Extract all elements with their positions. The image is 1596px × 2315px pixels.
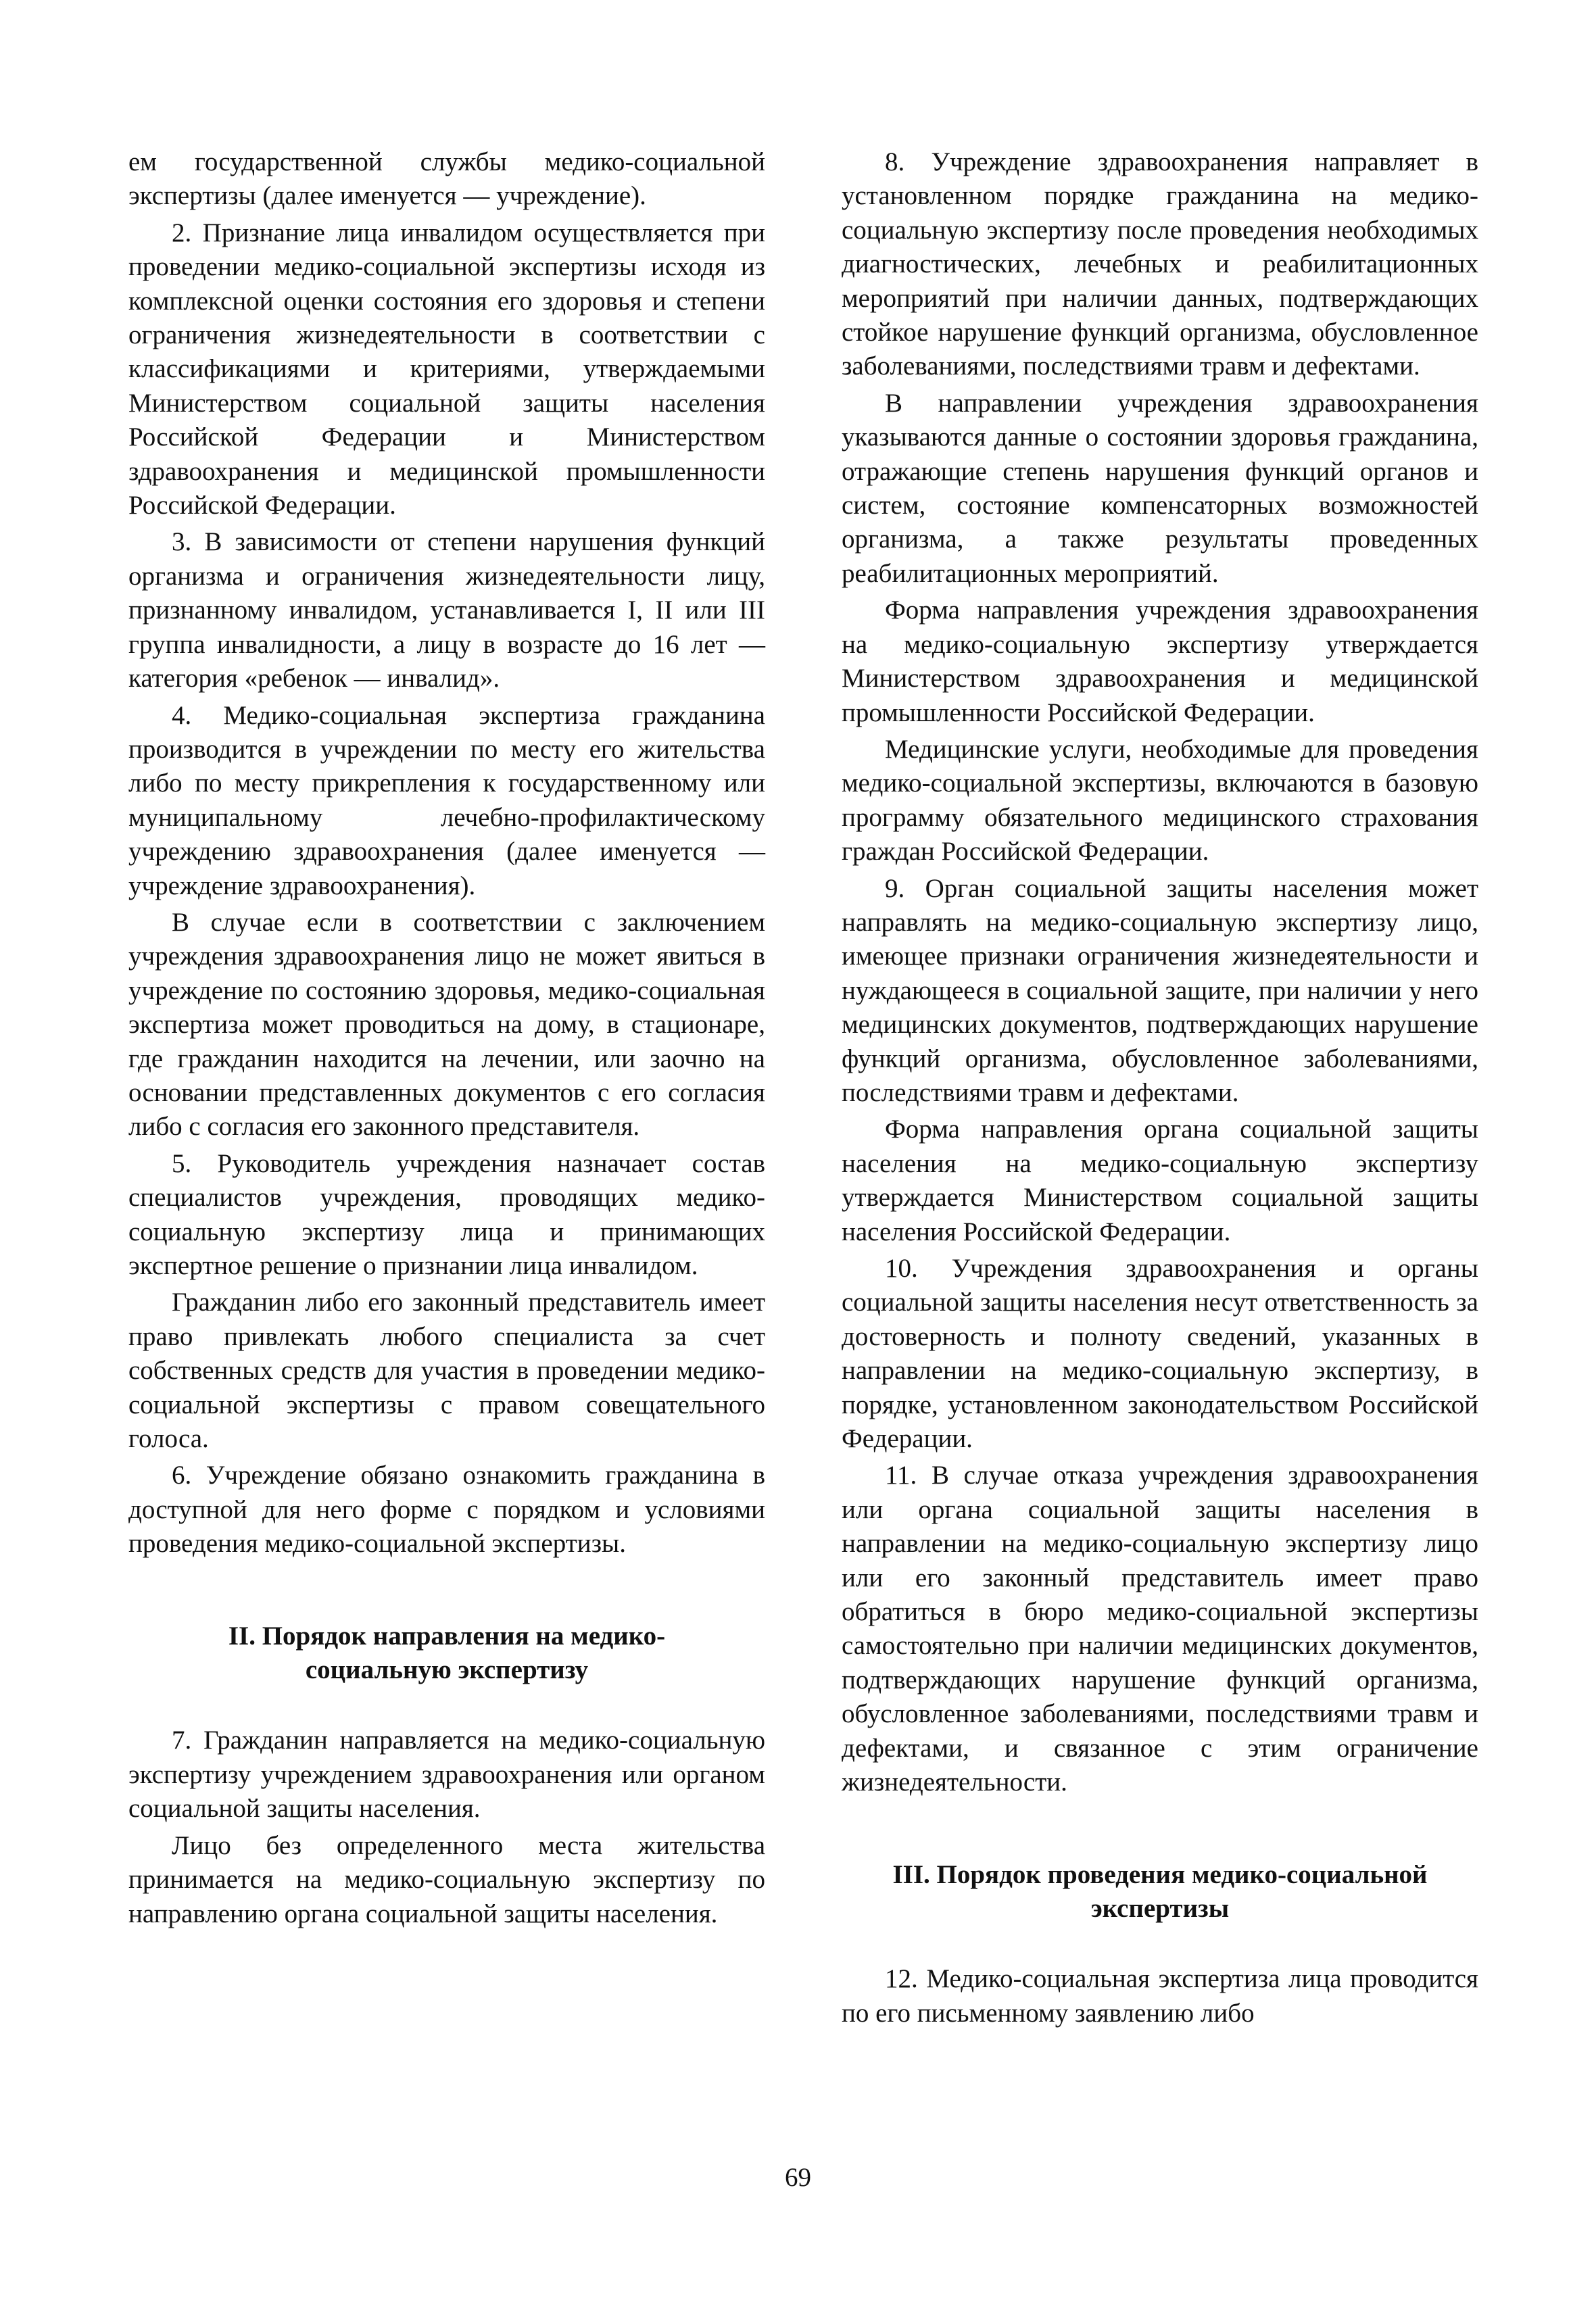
paragraph-item-8-referral-content: В направлении учреждения здравоохранения указываются данные о состоянии здоровья гражданина, отражающие степень нарушения функций органов и систем, состояние компенсаторных возможностей организма, а также результаты проведенных реабилитационных мероприятий.: [842, 388, 1478, 588]
paragraph-item-5-representative: Гражданин либо его законный представитель имеет право привлекать любого специалиста за счет собственных средств для участия в проведении медико-социальной экспертизы с правом совещательного голоса.: [128, 1288, 765, 1454]
paragraph-item-4-home-exam: В случае если в соответствии с заключением учреждения здравоохранения лицо не может явиться в учреждение по состоянию здоровья, медико-социальная экспертиза может проводиться на дому, в стационаре, где гражданин находится на лечении, или заочно на основании представленных документов с его согласия либо с согласия его законного представителя.: [128, 907, 765, 1142]
paragraph-item-8-referral-form: Форма направления учреждения здравоохранения на медико-социальную экспертизу утверждается Министерством здравоохранения и медицинской промышленности Российской Федерации.: [842, 595, 1478, 727]
paragraph-item-8: 8. Учреждение здравоохранения направляет в установленном порядке гражданина на медико-социальную экспертизу после проведения необходимых диагностических, лечебных и реабилитационных мероприятий при наличии данных, подтверждающих стойкое нарушение функций организма, обусловленное заболеваниями, последствиями травм и дефектами.: [842, 147, 1478, 381]
paragraph-item-7-homeless: Лицо без определенного места жительства принимается на медико-социальную экспертизу по направлению органа социальной защиты населения.: [128, 1830, 765, 1928]
section-heading-3: III. Порядок проведения медико-социальной экспертизы: [892, 1859, 1428, 1923]
paragraph-item-3: 3. В зависимости от степени нарушения функций организма и ограничения жизнедеятельности лицу, признанному инвалидом, устанавливается I, II или III группа инвалидности, а лицу в возрасте до 16 лет — категория «ребенок — инвалид».: [128, 527, 765, 693]
section-heading-2: II. Порядок направления на медико-социальную экспертизу: [228, 1621, 666, 1685]
paragraph-item-11: 11. В случае отказа учреждения здравоохранения или органа социальной защиты населения в направлении на медико-социальную экспертизу лицо или его законный представитель имеет право обратиться в бюро медико-социальной экспертизы самостоятельно при наличии медицинских документов, подтверждающих нарушение функций организма, обусловленное заболеваниями, последствиями травм и дефектами, и связанное с этим ограничение жизнедеятельности.: [842, 1461, 1478, 1797]
paragraph-item-12: 12. Медико-социальная экспертиза лица проводится по его письменному заявлению либо: [842, 1964, 1478, 2028]
paragraph-item-9-form: Форма направления органа социальной защиты населения на медико-социальную экспертизу утверждается Министерством социальной защиты населения Российской Федерации.: [842, 1115, 1478, 1246]
paragraph-item-9: 9. Орган социальной защиты населения может направлять на медико-социальную экспертизу лицо, имеющее признаки ограничения жизнедеятельности и нуждающееся в социальной защите, при наличии у него медицинских документов, подтверждающих нарушение функций организма, обусловленное заболеваниями, последствиями травм и дефектами.: [842, 873, 1478, 1107]
paragraph-continuation: ем государственной службы медико-социальной экспертизы (далее именуется — учреждение).: [128, 147, 765, 211]
page-number: 69: [785, 2163, 811, 2192]
paragraph-item-4: 4. Медико-социальная экспертиза гражданина производится в учреждении по месту его жительства либо по месту прикрепления к государственному или муниципальному лечебно-профилактическому учреждению здравоохранения (далее именуется — учреждение здравоохранения).: [128, 700, 765, 900]
right-column: [842, 145, 1478, 2033]
paragraph-item-7: 7. Гражданин направляется на медико-социальную экспертизу учреждением здравоохранения или органом социальной защиты населения.: [128, 1726, 765, 1824]
paragraph-item-10: 10. Учреждения здравоохранения и органы социальной защиты населения несут ответственность за достоверность и полноту сведений, указанных в направлении на медико-социальную экспертизу, в порядке, установленном законодательством Российской Федерации.: [842, 1254, 1478, 1454]
left-column: [128, 145, 765, 1934]
paragraph-item-2: 2. Признание лица инвалидом осуществляется при проведении медико-социальной экспертизы исходя из комплексной оценки состояния его здоровья и степени ограничения жизнедеятельности в соответствии с классификациями и критериями, утверждаемыми Министерством социальной защиты населения Российской Федерации и Министерством здравоохранения и медицинской промышленности Российской Федерации.: [128, 218, 765, 520]
paragraph-item-5: 5. Руководитель учреждения назначает состав специалистов учреждения, проводящих медико-социальную экспертизу лица и принимающих экспертное решение о признании лица инвалидом.: [128, 1148, 765, 1280]
paragraph-item-6: 6. Учреждение обязано ознакомить гражданина в доступной для него форме с порядком и условиями проведения медико-социальной экспертизы.: [128, 1461, 765, 1559]
paragraph-item-8-medical-services: Медицинские услуги, необходимые для проведения медико-социальной экспертизы, включаются в базовую программу обязательного медицинского страхования граждан Российской Федерации.: [842, 734, 1478, 867]
